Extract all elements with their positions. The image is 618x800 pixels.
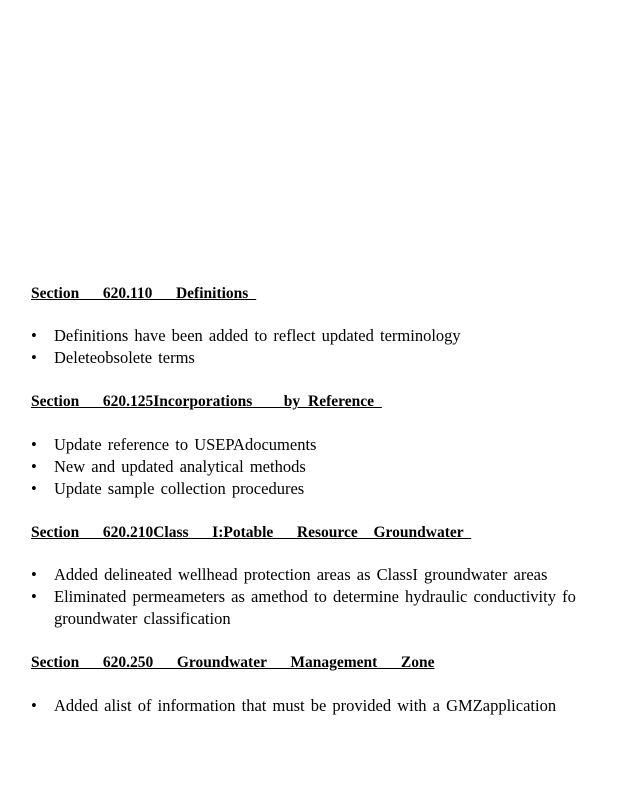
bullet-icon: • [31, 587, 37, 606]
list-item-text: Definitions have been added to reflect updated terminology [54, 326, 461, 345]
list-item-text: Update reference to USEPAdocuments [54, 435, 317, 454]
bullet-list [31, 434, 618, 500]
bullet-icon: • [31, 565, 37, 584]
section-620-250 [31, 654, 618, 715]
section-620-125 [31, 393, 618, 498]
bullet-icon: • [31, 479, 37, 498]
list-item-text: Deleteobsolete terms [54, 348, 195, 367]
section-620-110 [31, 285, 618, 367]
section-heading: Section 620.250 Groundwater Management Zone [31, 654, 435, 671]
list-item [31, 325, 618, 347]
section-heading: Section 620.125Incorporations by Reference [31, 393, 382, 410]
bullet-icon: • [31, 348, 37, 367]
list-item [31, 456, 618, 478]
bullet-list [31, 695, 618, 717]
list-item-text: Added alist of information that must be provided with a GMZapplication [54, 696, 557, 715]
bullet-icon: • [31, 435, 37, 454]
list-item [31, 478, 618, 500]
bullet-list [31, 325, 618, 369]
section-heading: Section 620.110 Definitions [31, 285, 257, 302]
bullet-icon: • [31, 326, 37, 345]
list-item [31, 434, 618, 456]
list-item [31, 586, 618, 630]
bullet-icon: • [31, 457, 37, 476]
list-item [31, 347, 618, 369]
list-item-text: Added delineated wellhead protection areas as ClassI groundwater areas [54, 565, 548, 584]
list-item [31, 564, 618, 586]
section-620-210 [31, 524, 618, 628]
list-item [31, 695, 618, 717]
list-item-text: Eliminated permeameters as amethod to determine hydraulic conductivity fo [54, 587, 576, 606]
bullet-list [31, 564, 618, 630]
bullet-icon: • [31, 696, 37, 715]
section-heading: Section 620.210Class I:Potable Resource Groundwater [31, 524, 472, 541]
list-item-text: New and updated analytical methods [54, 457, 306, 476]
list-item-text-continued: groundwater classification [54, 609, 231, 628]
list-item-text: Update sample collection procedures [54, 479, 305, 498]
